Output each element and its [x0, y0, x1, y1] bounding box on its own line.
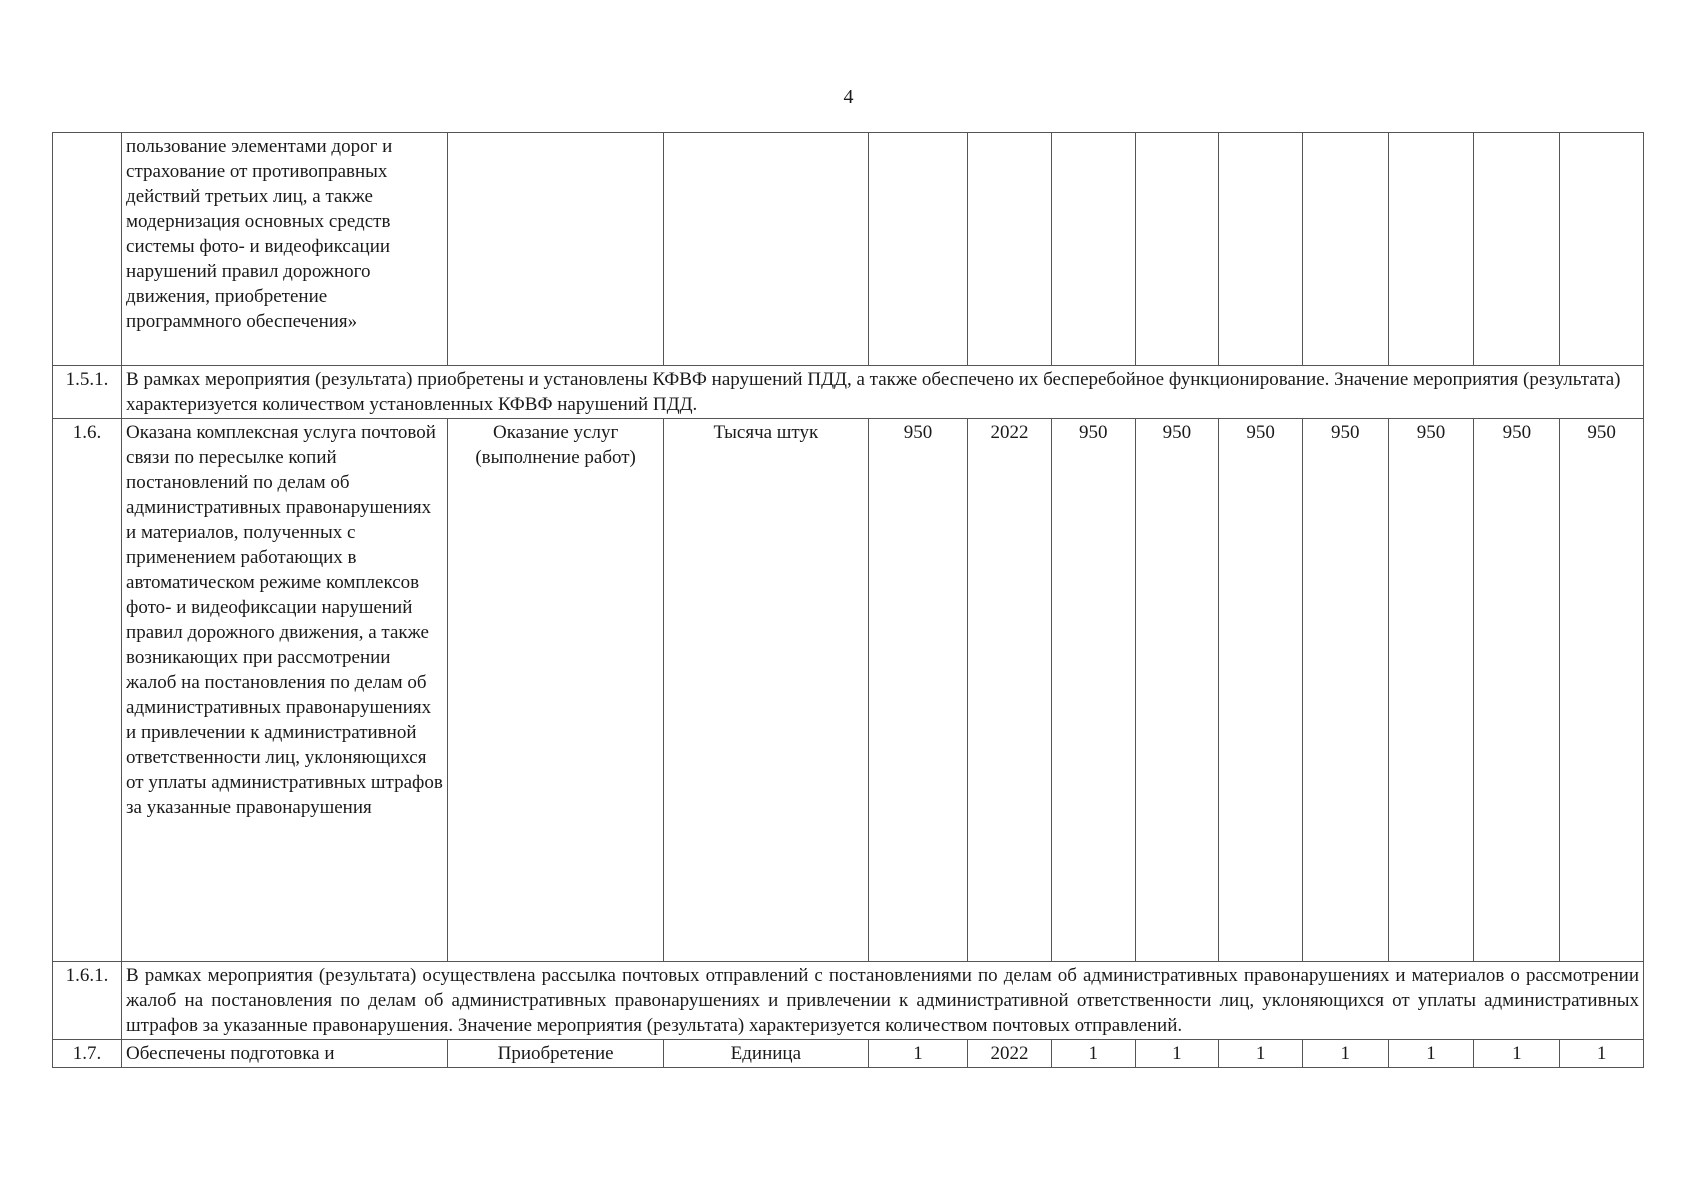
row-number-cell [53, 133, 122, 366]
result-name-cell: пользование элементами дорог и страхование от противоправных действий третьих лиц, а также модернизация основных средств системы фото- и видеофиксации нарушений правил дорожного движения, приобретение программного обеспечения» [122, 133, 448, 366]
base-value-cell [868, 133, 967, 366]
result-type-cell [448, 133, 663, 366]
year-value-cell: 1 [1388, 1040, 1474, 1068]
year-value-cell: 1 [1051, 1040, 1135, 1068]
year-value-cell [1135, 133, 1219, 366]
row-number-cell: 1.5.1. [53, 366, 122, 419]
unit-cell: Единица [663, 1040, 868, 1068]
table-row-1-5-1 [53, 366, 1644, 419]
page-number: 4 [843, 86, 854, 108]
row-number-cell: 1.6.1. [53, 962, 122, 1040]
row-number-cell: 1.6. [53, 419, 122, 962]
result-type-cell: Оказание услуг (выполнение работ) [448, 419, 663, 962]
result-name-cell: Обеспечены подготовка и [122, 1040, 448, 1068]
base-value-cell: 1 [868, 1040, 967, 1068]
table-row-1-6 [53, 419, 1644, 962]
year-value-cell: 950 [1051, 419, 1135, 962]
year-value-cell [1560, 133, 1644, 366]
table-row-1-6-1 [53, 962, 1644, 1040]
year-value-cell: 950 [1560, 419, 1644, 962]
year-value-cell: 1 [1135, 1040, 1219, 1068]
base-value-cell: 950 [868, 419, 967, 962]
results-table [52, 132, 1644, 1068]
year-value-cell: 950 [1135, 419, 1219, 962]
year-value-cell [1051, 133, 1135, 366]
year-value-cell: 1 [1474, 1040, 1560, 1068]
year-value-cell: 950 [1219, 419, 1303, 962]
year-value-cell [1302, 133, 1388, 366]
year-value-cell: 950 [1474, 419, 1560, 962]
base-year-cell [968, 133, 1052, 366]
base-year-cell: 2022 [968, 419, 1052, 962]
result-name-cell: Оказана комплексная услуга почтовой связи по пересылке копий постановлений по делам об административных правонарушениях и материалов, полученных с применением работающих в автоматическом режиме комплексов фото- и видеофиксации нарушений правил дорожного движения, а также возникающих при рассмотрении жалоб на постановления по делам об административных правонарушениях и привлечении к административной ответственности лиц, уклоняющихся от уплаты административных штрафов за указанные правонарушения [122, 419, 448, 962]
table-row-1-7 [53, 1040, 1644, 1068]
year-value-cell: 1 [1302, 1040, 1388, 1068]
base-year-cell: 2022 [968, 1040, 1052, 1068]
unit-cell [663, 133, 868, 366]
year-value-cell: 1 [1560, 1040, 1644, 1068]
year-value-cell [1474, 133, 1560, 366]
row-description-cell: В рамках мероприятия (результата) осуществлена рассылка почтовых отправлений с постановлениями по делам об административных правонарушениях и материалов о рассмотрении жалоб на постановления по делам об административных правонарушениях и привлечении к административной ответственности лиц, уклоняющихся от уплаты административных штрафов за указанные правонарушения. Значение мероприятия (результата) характеризуется количеством почтовых отправлений. [122, 962, 1644, 1040]
unit-cell: Тысяча штук [663, 419, 868, 962]
row-description-cell: В рамках мероприятия (результата) приобретены и установлены КФВФ нарушений ПДД, а также обеспечено их бесперебойное функционирование. Значение мероприятия (результата) характеризуется количеством установленных КФВФ нарушений ПДД. [122, 366, 1644, 419]
year-value-cell [1219, 133, 1303, 366]
year-value-cell: 1 [1219, 1040, 1303, 1068]
year-value-cell: 950 [1388, 419, 1474, 962]
result-type-cell: Приобретение [448, 1040, 663, 1068]
row-number-cell: 1.7. [53, 1040, 122, 1068]
year-value-cell [1388, 133, 1474, 366]
table-row-1-5-continuation [53, 133, 1644, 366]
year-value-cell: 950 [1302, 419, 1388, 962]
